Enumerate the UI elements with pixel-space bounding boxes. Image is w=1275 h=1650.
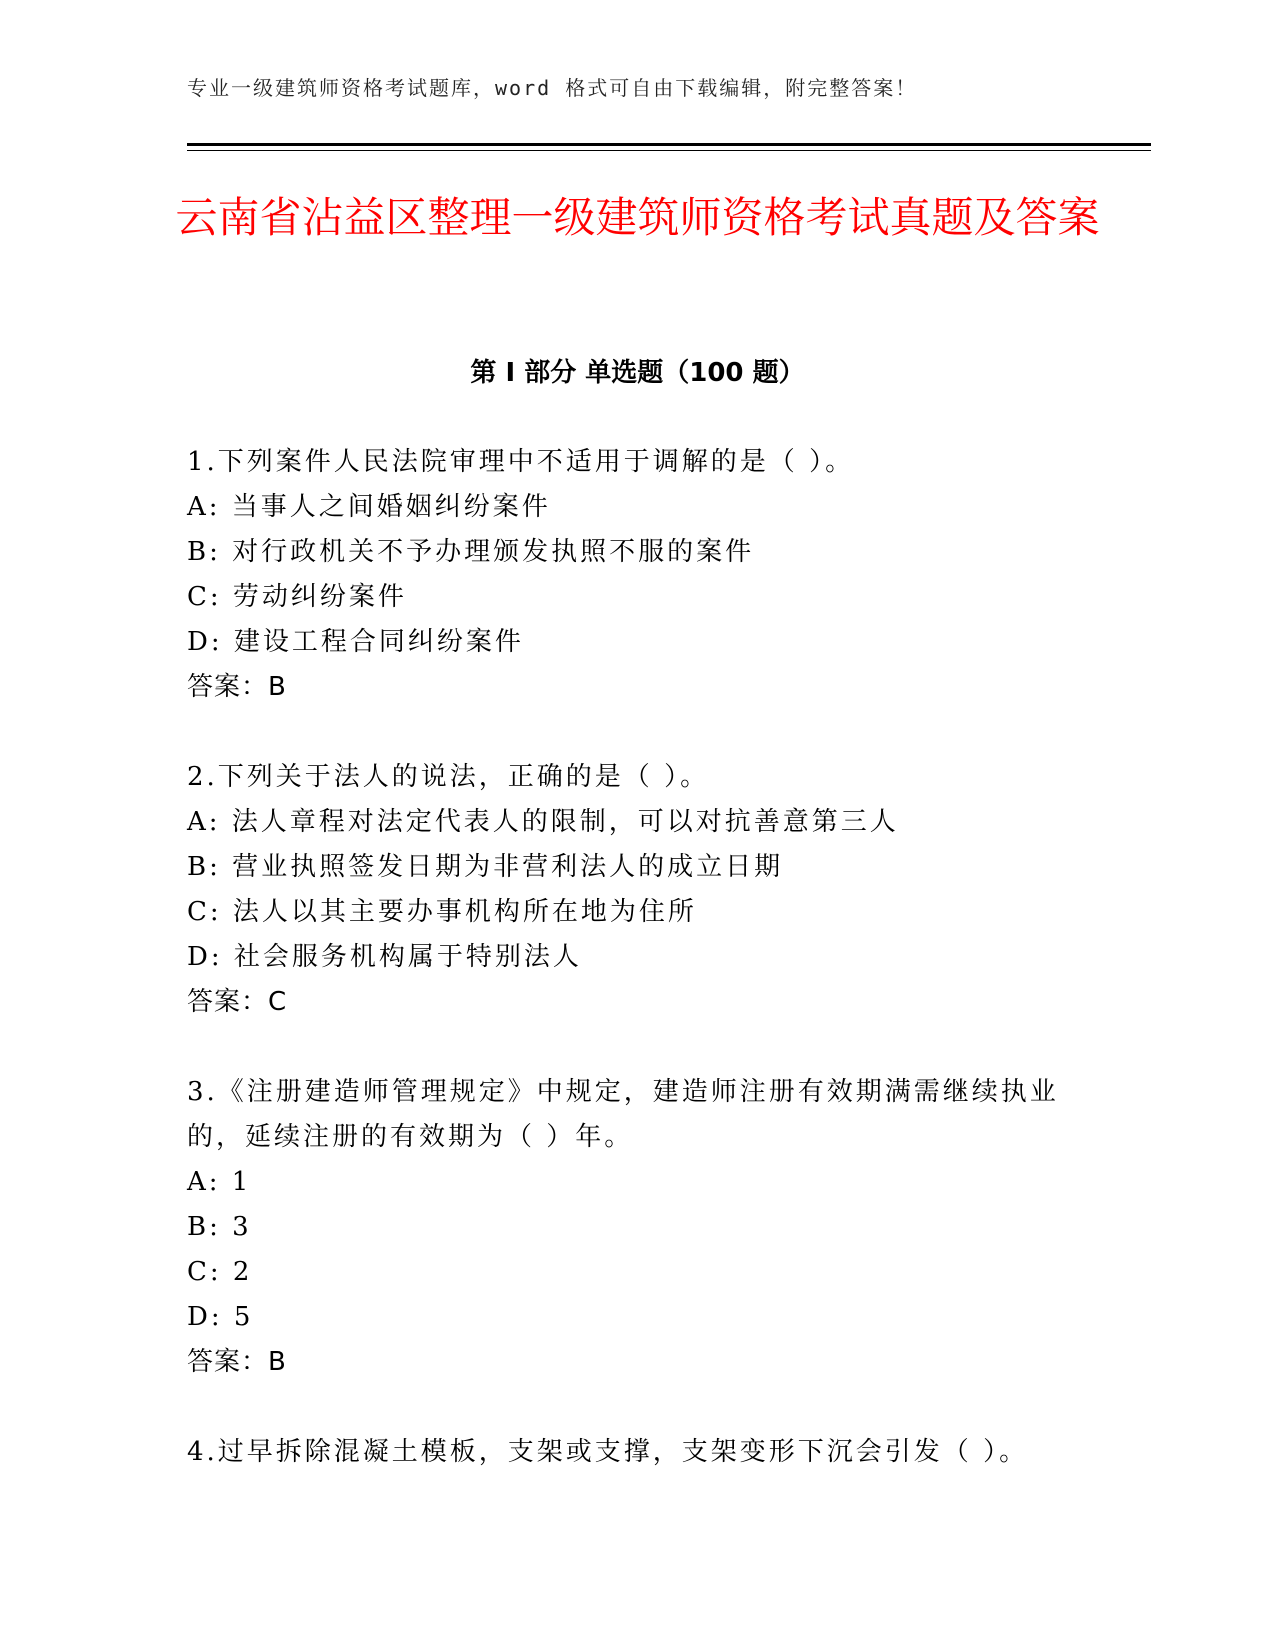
option-c: C: 劳动纠纷案件	[187, 582, 407, 612]
question-2	[187, 755, 1067, 1025]
header-rule-thin	[187, 150, 1151, 151]
answer: 答案：C	[187, 987, 288, 1017]
option-b: B: 对行政机关不予办理颁发执照不服的案件	[187, 537, 755, 567]
header-note: 专业一级建筑师资格考试题库，word 格式可自由下载编辑，附完整答案！	[187, 76, 918, 100]
option-d: D: 社会服务机构属于特别法人	[187, 942, 582, 972]
option-c: C: 法人以其主要办事机构所在地为住所	[187, 897, 697, 927]
option-d: D: 建设工程合同纠纷案件	[187, 627, 524, 657]
option-b: B: 3	[187, 1212, 252, 1242]
option-c: C: 2	[187, 1257, 253, 1287]
section-heading: 第 I 部分 单选题（100 题）	[470, 358, 805, 388]
question-1	[187, 440, 1067, 710]
answer: 答案：B	[187, 672, 287, 702]
question-stem: 4.过早拆除混凝土模板，支架或支撑，支架变形下沉会引发（ ）。	[187, 1437, 1029, 1467]
option-a: A: 法人章程对法定代表人的限制，可以对抗善意第三人	[187, 807, 899, 837]
question-4	[187, 1430, 1067, 1475]
option-a: A: 1	[187, 1167, 252, 1197]
option-b: B: 营业执照签发日期为非营利法人的成立日期	[187, 852, 784, 882]
question-list	[187, 440, 1067, 1520]
answer: 答案：B	[187, 1347, 287, 1377]
question-3	[187, 1070, 1067, 1385]
question-stem: 1.下列案件人民法院审理中不适用于调解的是（ ）。	[187, 447, 855, 477]
question-stem: 2.下列关于法人的说法，正确的是（ ）。	[187, 762, 710, 792]
document-title: 云南省沾益区整理一级建筑师资格考试真题及答案	[175, 193, 1100, 242]
question-stem: 3.《注册建造师管理规定》中规定，建造师注册有效期满需继续执业的，延续注册的有效期为（ ）年。	[187, 1077, 1059, 1152]
option-d: D: 5	[187, 1302, 254, 1332]
header-rule-thick	[187, 143, 1151, 146]
option-a: A: 当事人之间婚姻纠纷案件	[187, 492, 551, 522]
